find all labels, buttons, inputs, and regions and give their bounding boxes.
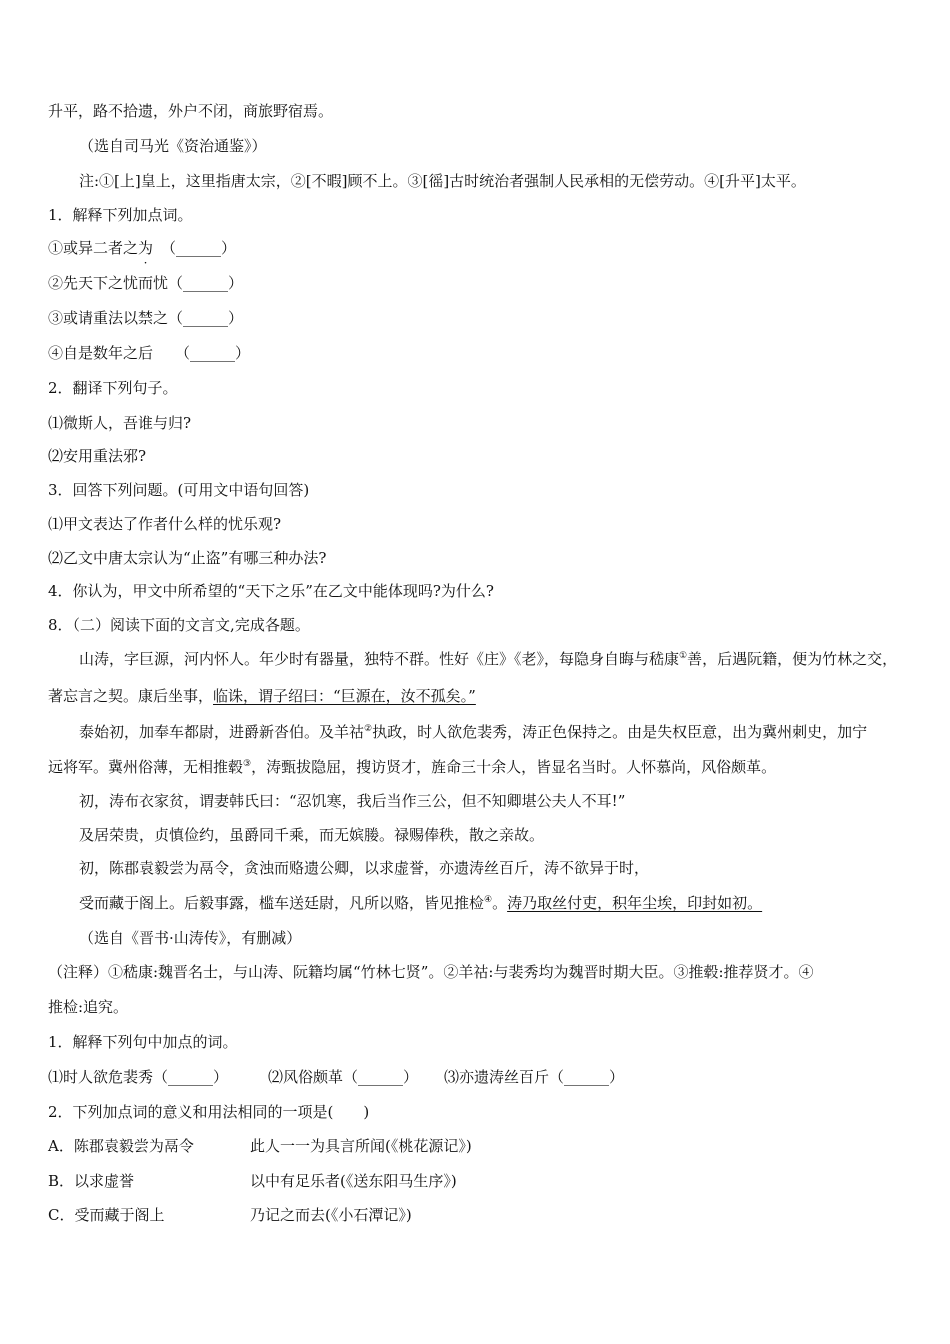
q1-item-4-pre: ④自是数年之后 — [48, 344, 154, 362]
q8-2-title: 2．下列加点词的意义和用法相同的一项是( ) — [48, 1103, 370, 1121]
passage-a-source: （选自司马光《资治通鉴》） — [79, 137, 267, 155]
p2b-text: 远将军。冀州俗薄，无相推毂 — [48, 758, 244, 776]
option-a-label: A．陈郡袁毅尝为鬲令 — [48, 1137, 194, 1155]
passage-b-p4: 及居荣贵，贞慎俭约，虽爵同千乘，而无嫔媵。禄赐俸秩，散之亲故。 — [79, 826, 545, 844]
p2-text: 泰始初，加奉车都尉，进爵新沓伯。及羊祜 — [79, 723, 365, 741]
answer-blank: （______） — [161, 239, 237, 257]
q1-title: 1．解释下列加点词。 — [48, 206, 193, 224]
q8-1-item-c: ⑶亦遗涛丝百斤（______） — [444, 1068, 625, 1086]
option-c-reference: 乃记之而去(《小石潭记》) — [250, 1206, 412, 1224]
passage-b-p1-line1 — [79, 649, 897, 669]
underlined-sentence-1: 临诛，谓子绍曰：“巨源在，汝不孤矣。” — [213, 687, 476, 705]
p2b-text-end: ，涛甄拔隐屈，搜访贤才，旌命三十余人，皆显名当时。人怀慕尚，风俗颇革。 — [251, 758, 777, 776]
passage-b-notes-line1: （注释）①嵇康:魏晋名士，与山涛、阮籍均属“竹林七贤”。②羊祜:与裴秀均为魏晋时期大臣。③推毂:推荐贤才。④ — [48, 963, 814, 981]
q8-1-items — [48, 1067, 624, 1087]
q8-header: 8．（二）阅读下面的文言文,完成各题。 — [48, 616, 310, 634]
passage-b-p5: 初，陈郡袁毅尝为鬲令，贪浊而赂遗公卿，以求虚誉，亦遗涛丝百斤，涛不欲异于时， — [79, 859, 650, 877]
q1-item-3 — [48, 308, 243, 328]
q8-1-title: 1．解释下列句中加点的词。 — [48, 1033, 238, 1051]
q4-question: 4．你认为，甲文中所希望的“天下之乐”在乙文中能体现吗?为什么? — [48, 582, 494, 600]
q2-sentence-2: ⑵安用重法邪? — [48, 447, 147, 465]
p6-text: 受而藏于阁上。后毅事露，槛车送廷尉，凡所以赂，皆见推检 — [79, 894, 485, 912]
q2-title: 2．翻译下列句子。 — [48, 379, 178, 397]
option-c-label: C．受而藏于阁上 — [48, 1206, 165, 1224]
p6-punct: 。 — [492, 894, 508, 912]
q3-question-1: ⑴甲文表达了作者什么样的忧乐观? — [48, 515, 282, 533]
option-b-reference: 以中有足乐者(《送东阳马生序》) — [250, 1172, 457, 1190]
option-b-label: B．以求虚誉 — [48, 1172, 135, 1190]
answer-blank: （______） — [168, 309, 244, 327]
passage-b-p6 — [79, 893, 762, 913]
q1-item-2-pre: ②先天下之忧而忧 — [48, 274, 169, 292]
p1-text-end: 善，后遇阮籍，便为竹林之交， — [687, 650, 898, 668]
dotted-word: 为 — [138, 239, 154, 257]
passage-b-p3: 初，涛布衣家贫，谓妻韩氏曰：“忍饥寒，我后当作三公，但不知卿堪公夫人不耳!” — [79, 792, 626, 810]
passage-b-p2-line2 — [48, 757, 776, 777]
q8-1-item-b: ⑵风俗颇革（______） — [268, 1068, 419, 1086]
passage-b-p1-line2 — [48, 686, 476, 706]
q1-item-2 — [48, 273, 243, 293]
note-ref-2: ② — [364, 724, 373, 734]
note-ref-3: ③ — [243, 759, 252, 769]
q3-question-2: ⑵乙文中唐太宗认为“止盗”有哪三种办法? — [48, 549, 327, 567]
underlined-sentence-2: 涛乃取丝付吏，积年尘埃，印封如初。 — [507, 894, 763, 912]
q3-title: 3．回答下列问题。(可用文中语句回答) — [48, 481, 310, 499]
passage-b-p2-line1 — [79, 722, 867, 742]
note-ref-1: ① — [679, 651, 688, 661]
p1b-text: 著忘言之契。康后坐事， — [48, 687, 214, 705]
q1-item-1-pre: ①或异二者之 — [48, 239, 139, 257]
q1-item-1 — [48, 238, 236, 258]
p2-text-end: 执政，时人欲危裴秀，涛正色保持之。由是失权臣意，出为冀州刺史，加宁 — [372, 723, 868, 741]
q8-1-item-a: ⑴时人欲危裴秀（______） — [48, 1068, 229, 1086]
q1-item-3-pre: ③或请重法以禁之 — [48, 309, 169, 327]
answer-blank: （______） — [168, 274, 244, 292]
passage-a-note: 注:①[上]皇上，这里指唐太宗，②[不暇]顾不上。③[徭]古时统治者强制人民承相的无偿劳动。④[升平]太平。 — [79, 172, 806, 190]
note-ref-4: ④ — [484, 895, 493, 905]
option-a-reference: 此人一一为具言所闻(《桃花源记》) — [250, 1137, 472, 1155]
q1-item-4 — [48, 343, 250, 363]
passage-b-source: （选自《晋书·山涛传》，有删减） — [79, 929, 302, 947]
passage-b-notes-line2: 推检:追究。 — [48, 998, 129, 1016]
passage-a-last-line: 升平，路不拾遗，外户不闭，商旅野宿焉。 — [48, 102, 334, 120]
answer-blank: （______） — [175, 344, 251, 362]
p1-text: 山涛，字巨源，河内怀人。年少时有器量，独特不群。性好《庄》《老》，每隐身自晦与嵇康 — [79, 650, 680, 668]
q2-sentence-1: ⑴微斯人，吾谁与归? — [48, 414, 192, 432]
